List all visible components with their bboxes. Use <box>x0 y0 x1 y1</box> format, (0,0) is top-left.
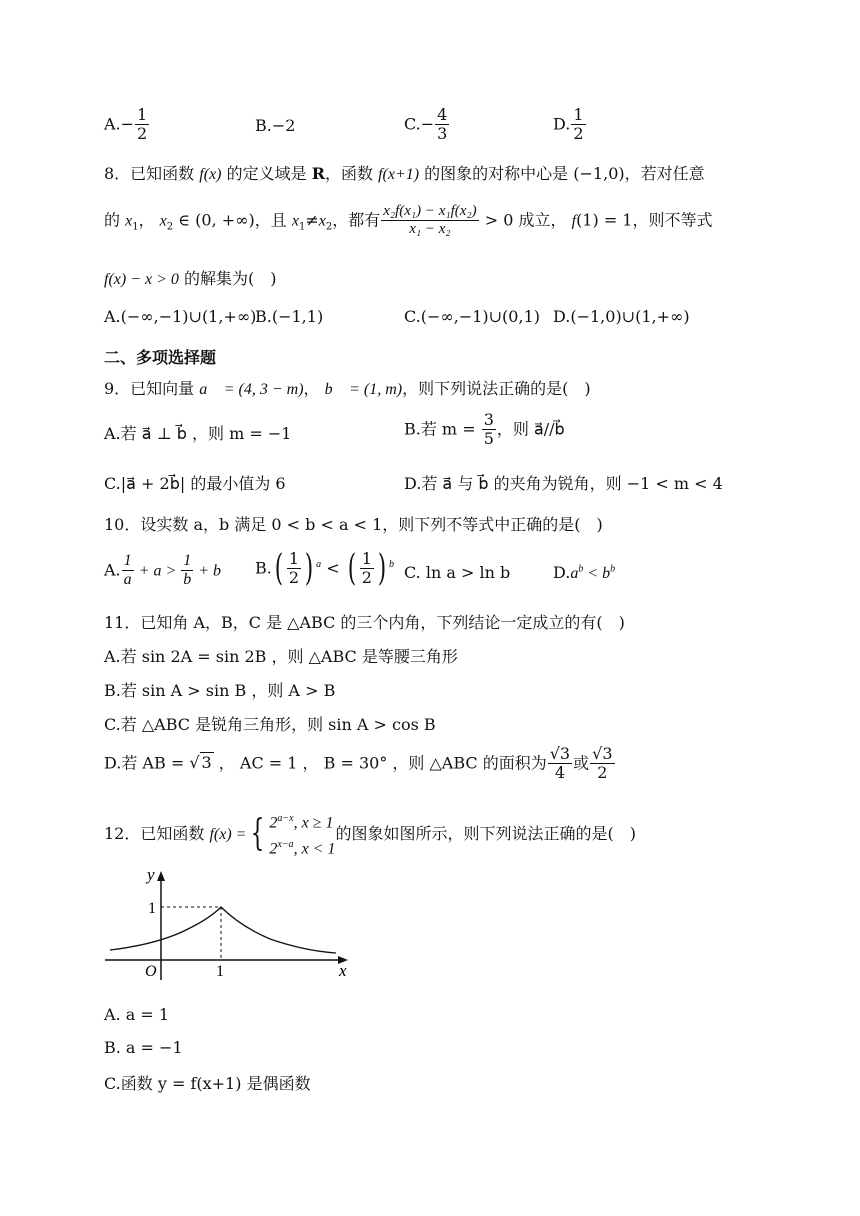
q9-stem: 9．已知向量 a⃗ = (4, 3 − m)， b⃗ = (1, m)，则下列说法正确的是( ) <box>104 379 591 398</box>
q7-option-d: D. $\frac{1}{2}$ <box>553 105 584 144</box>
q10-option-b: B.( $\frac{1}{2}$ ) $^a$ < ( $\frac{1}{2}$ ) $^b$ <box>255 547 394 589</box>
q9-option-a: A.若 a⃗ ⊥ b⃗ ，则 m = −1 <box>104 424 292 443</box>
q12-option-b: B. a = −1 <box>104 1038 183 1057</box>
section-heading: 二、多项选择题 <box>104 348 217 367</box>
q11-option-b: B.若 sin A > sin B ，则 A > B <box>104 681 336 700</box>
function-curve <box>110 907 336 953</box>
q11-stem: 11．已知角 A，B，C 是 △ABC 的三个内角，下列结论一定成立的有( ) <box>104 613 625 632</box>
q9-option-d: D.若 a⃗ 与 b⃗ 的夹角为锐角，则 −1 < m < 4 <box>404 474 723 493</box>
y-axis-arrow <box>157 871 165 881</box>
origin-label: O <box>145 963 157 980</box>
q10-option-a: A. $\frac{1}{a}$ + a > $\frac{1}{b}$ + b <box>104 552 222 589</box>
q9-option-b: B.若 m = $\frac{3}{5}$ ，则 a⃗//b⃗ <box>404 410 565 449</box>
q12-stem: 12．已知函数 f(x) = { $2^{a-x}$, x ≥ 1 $2^{x-a}$, x < 1 的图象如图所示，则下列说法正确的是( ) <box>104 813 636 858</box>
q8-option-b: B.(−1,1) <box>255 307 324 326</box>
q8-option-c: C.(−∞,−1)∪(0,1) <box>404 307 540 326</box>
q7-option-b: B.−2 <box>255 116 296 135</box>
q8-stem-line1: 8．已知函数 f(x) 的定义域是 R，函数 f(x+1) 的图象的对称中心是 (−1,0)，若对任意 <box>104 164 705 183</box>
q10-option-c: C. ln a > ln b <box>404 563 511 582</box>
q7-option-a: A.− $\frac{1}{2}$ <box>104 105 148 144</box>
y-axis-label: y <box>147 865 155 884</box>
q11-option-a: A.若 sin 2A = sin 2B ，则 △ABC 是等腰三角形 <box>104 647 458 666</box>
q9-option-c: C.|a⃗ + 2b⃗| 的最小值为 6 <box>104 474 286 493</box>
x-axis-label: x <box>339 961 347 980</box>
q10-stem: 10．设实数 a，b 满足 0 < b < a < 1，则下列不等式中正确的是( ) <box>104 515 603 534</box>
q12-option-a: A. a = 1 <box>104 1005 170 1024</box>
q8-option-a: A.(−∞,−1)∪(1,+∞) <box>104 307 257 326</box>
q10-option-d: $D.a^b < b^b$ <box>553 563 616 582</box>
q11-option-d: D.若 AB = √ 3 ， AC = 1 ， B = 30° ，则 △ABC 的面积为 $\frac{√3}{4}$ 或 $\frac{√3}{2}$ <box>104 744 613 783</box>
q7-option-c: C.− $\frac{4}{3}$ <box>404 105 448 144</box>
q11-option-c: C.若 △ABC 是锐角三角形，则 sin A > cos B <box>104 715 436 734</box>
q8-stem-line3: f(x) − x > 0 的解集为( ) <box>104 269 277 288</box>
tick-x-label: 1 <box>216 963 224 980</box>
tick-y-label: 1 <box>148 900 156 917</box>
q12-option-c: C.函数 y = f(x+1) 是偶函数 <box>104 1074 311 1093</box>
q8-stem-line2: 的 $x_1$， $x_2$ ∈ (0, +∞)，且 $x_1\ne x_2$，都有 $\frac{\text{x₂f(x₁) − x₁f(x₂)}}{\text{x₁ − x₂}}$ > 0 成立， f(1) = 1，则不等式 <box>104 203 713 238</box>
q8-option-d: D.(−1,0)∪(1,+∞) <box>553 307 690 326</box>
q12-graph <box>100 862 360 982</box>
